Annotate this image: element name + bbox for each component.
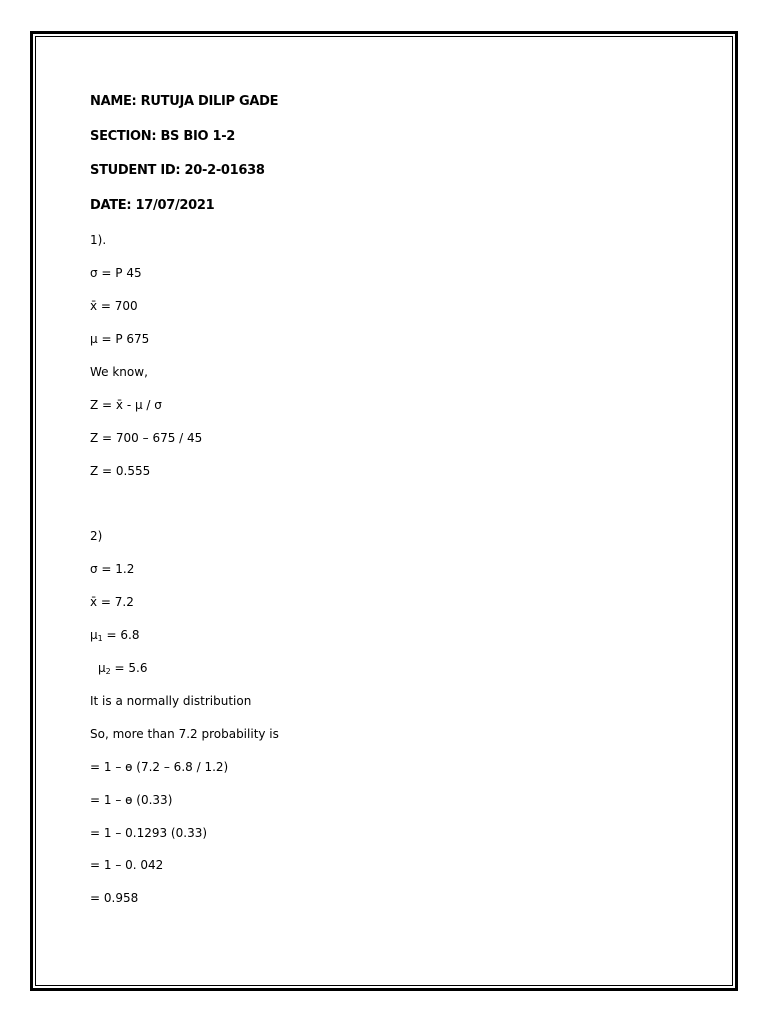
student-name: NAME: RUTUJA DILIP GADE (90, 94, 279, 109)
q2-xbar: x̄ = 7.2 (90, 595, 134, 609)
q2-mu2-symbol: μ (98, 661, 106, 675)
q2-statement: It is a normally distribution (90, 694, 252, 708)
q2-mu2 (98, 660, 148, 680)
q2-mu2-value: = 5.6 (110, 661, 148, 675)
q2-step-1: = 1 – ɵ (7.2 – 6.8 / 1.2) (90, 760, 229, 774)
submission-date: DATE: 17/07/2021 (90, 198, 215, 213)
q1-mu: μ = P 675 (90, 332, 150, 346)
q1-sigma: σ = P 45 (90, 266, 142, 280)
q2-label: 2) (90, 529, 103, 543)
q2-mu1-subscript: 1 (97, 634, 103, 643)
student-section: SECTION: BS BIO 1-2 (90, 129, 236, 144)
q1-substitution: Z = 700 – 675 / 45 (90, 431, 203, 445)
q2-answer: = 0.958 (90, 891, 139, 905)
q2-mu1 (90, 627, 140, 647)
q2-mu1-value: = 6.8 (102, 628, 140, 642)
q2-question: So, more than 7.2 probability is (90, 727, 279, 741)
q1-formula: Z = x̄ - μ / σ (90, 398, 162, 412)
q2-step-4: = 1 – 0. 042 (90, 858, 164, 872)
q2-sigma: σ = 1.2 (90, 562, 135, 576)
student-id: STUDENT ID: 20-2-01638 (90, 163, 265, 178)
q1-xbar: x̄ = 700 (90, 299, 138, 313)
q2-mu1-symbol: μ (90, 628, 98, 642)
q2-step-3: = 1 – 0.1293 (0.33) (90, 826, 208, 840)
q1-we-know: We know, (90, 365, 148, 379)
q1-result: Z = 0.555 (90, 464, 151, 478)
q1-label: 1). (90, 233, 107, 247)
q2-step-2: = 1 – ɵ (0.33) (90, 793, 173, 807)
q2-mu2-subscript: 2 (105, 667, 111, 676)
